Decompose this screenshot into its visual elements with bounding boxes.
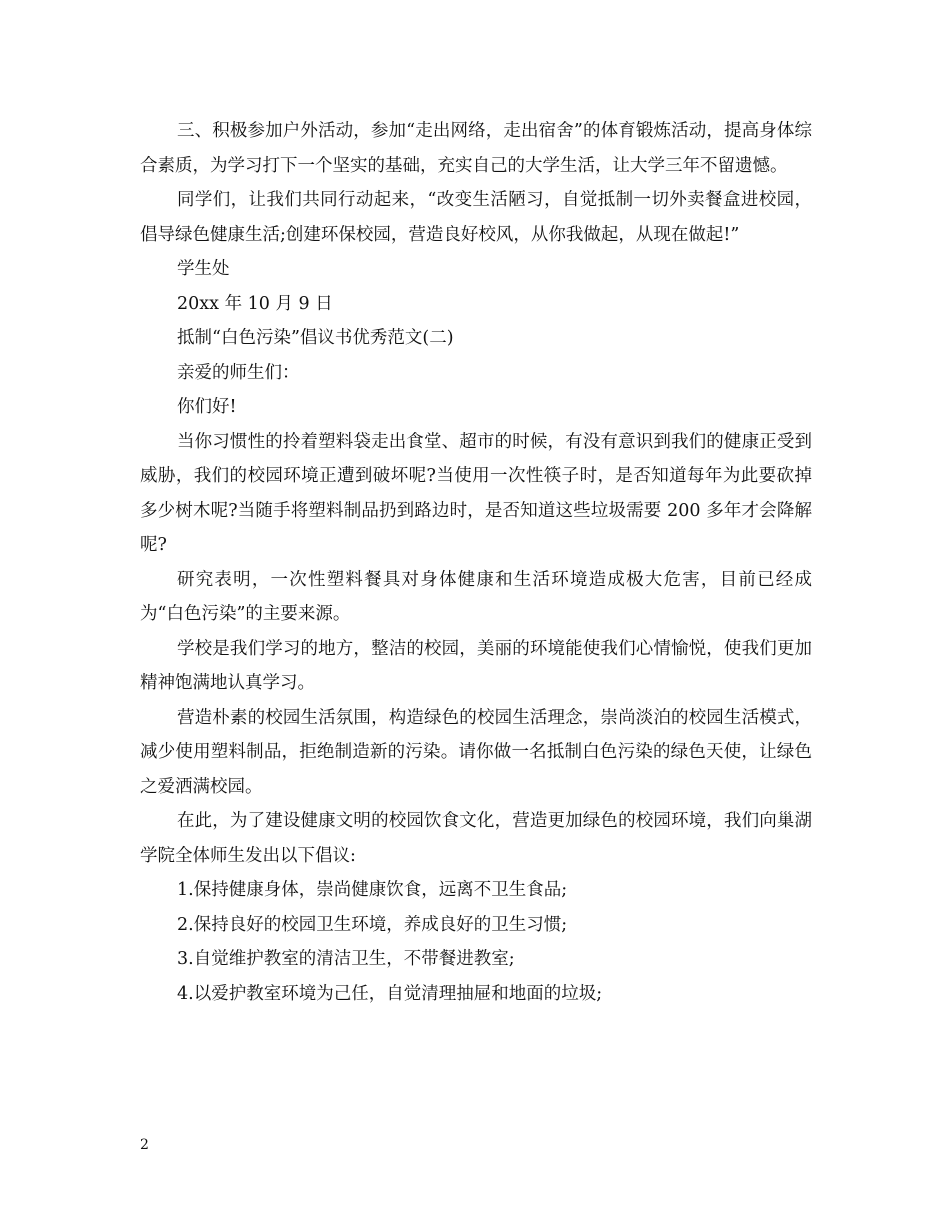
signature-date: 20xx 年 10 月 9 日 — [177, 293, 333, 314]
list-item-3: 3.自觉维护教室的清洁卫生，不带餐进教室; — [177, 949, 515, 969]
section-title: 抵制“白色污染”倡议书优秀范文(二) — [177, 328, 454, 348]
list-item-2: 2.保持良好的校园卫生环境，养成良好的卫生习惯; — [177, 914, 568, 935]
page-number: 2 — [140, 1137, 149, 1153]
signature-department: 学生处 — [177, 259, 230, 279]
document-body — [140, 114, 812, 1011]
paragraph-call-to-action: 同学们，让我们共同行动起来，“改变生活陋习，自觉抵制一切外卖餐盒进校园，倡导绿色健康生活;创建环保校园，营造良好校风，从你我做起，从现在做起!” — [140, 190, 812, 245]
paragraph-green-life: 营造朴素的校园生活氛围，构造绿色的校园生活理念，崇尚淡泊的校园生活模式，减少使用塑料制品，拒绝制造新的污染。请你做一名抵制白色污染的绿色天使，让绿色之爱洒满校园。 — [140, 707, 812, 797]
list-item-1: 1.保持健康身体，崇尚健康饮食，远离不卫生食品; — [177, 880, 568, 900]
paragraph-outdoor-activities: 三、积极参加户外活动，参加“走出网络，走出宿舍”的体育锻炼活动，提高身体综合素质，为学习打下一个坚实的基础，充实自己的大学生活，让大学三年不留遗憾。 — [140, 121, 812, 176]
greeting: 你们好! — [177, 397, 237, 417]
paragraph-plastic-habits: 当你习惯性的拎着塑料袋走出食堂、超市的时候，有没有意识到我们的健康正受到威胁，我们的校园环境正遭到破坏呢?当使用一次性筷子时，是否知道每年为此要砍掉多少树木呢?当随手将塑料制品扔到路边时，是否知道这些垃圾需要 200 多年才会降解呢? — [140, 431, 812, 555]
paragraph-campus: 学校是我们学习的地方，整洁的校园，美丽的环境能使我们心情愉悦，使我们更加精神饱满地认真学习。 — [140, 638, 812, 693]
paragraph-research: 研究表明，一次性塑料餐具对身体健康和生活环境造成极大危害，目前已经成为“白色污染”的主要来源。 — [140, 569, 812, 624]
salutation: 亲爱的师生们： — [177, 362, 300, 383]
list-item-4: 4.以爱护教室环境为己任，自觉清理抽屉和地面的垃圾; — [177, 983, 603, 1004]
paragraph-initiative-intro: 在此，为了建设健康文明的校园饮食文化，营造更加绿色的校园环境，我们向巢湖学院全体师生发出以下倡议: — [140, 811, 812, 866]
